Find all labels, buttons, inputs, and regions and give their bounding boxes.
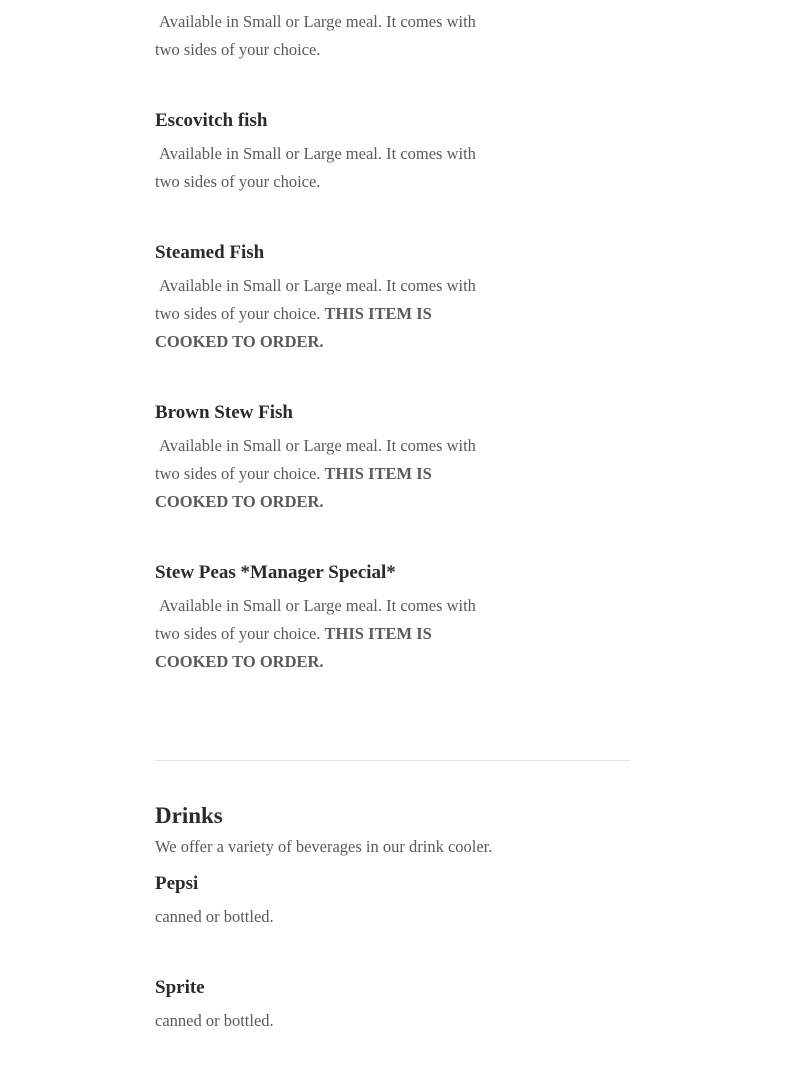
menu-item-description xyxy=(155,8,495,64)
menu-item xyxy=(155,108,630,196)
menu-item xyxy=(155,975,630,1035)
menu-item-description: canned or bottled. xyxy=(155,907,274,926)
menu-item-name: Pepsi xyxy=(155,873,199,894)
menu-item-description xyxy=(155,432,495,516)
menu-item-desc-text: Available in Small or Large meal. It comes with two sides of your choice. xyxy=(155,276,476,323)
menu-item-name xyxy=(155,0,630,2)
cooked-to-order-note: THIS ITEM IS COOKED TO ORDER. xyxy=(155,624,432,671)
menu-item-name: Escovitch fish xyxy=(155,110,268,131)
menu-item xyxy=(155,0,630,64)
drinks-section xyxy=(155,801,630,1035)
menu-item-description xyxy=(155,272,495,356)
menu-item-description xyxy=(155,140,495,196)
menu-item-desc-text: Available in Small or Large meal. It comes with two sides of your choice. xyxy=(155,144,476,191)
cooked-to-order-note: THIS ITEM IS COOKED TO ORDER. xyxy=(155,464,432,511)
menu-item-description xyxy=(155,592,495,676)
menu-item-name: Stew Peas *Manager Special* xyxy=(155,562,396,583)
menu-item-name: Sprite xyxy=(155,977,205,998)
menu-item-description: canned or bottled. xyxy=(155,1011,274,1030)
menu-item xyxy=(155,871,630,931)
cooked-to-order-note: THIS ITEM IS COOKED TO ORDER. xyxy=(155,304,432,351)
section-description: We offer a variety of beverages in our drink cooler. xyxy=(155,837,493,856)
menu-item-name: Brown Stew Fish xyxy=(155,402,293,423)
menu-item-desc-text: Available in Small or Large meal. It comes with two sides of your choice. xyxy=(155,12,476,59)
menu-content xyxy=(155,0,630,1035)
menu-item-name: Steamed Fish xyxy=(155,242,265,263)
section-title: Drinks xyxy=(155,803,223,828)
menu-item xyxy=(155,240,630,356)
menu-item-desc-text: Available in Small or Large meal. It comes with two sides of your choice. xyxy=(155,596,476,643)
menu-item xyxy=(155,400,630,516)
menu-item xyxy=(155,560,630,676)
menu-item-desc-text: Available in Small or Large meal. It comes with two sides of your choice. xyxy=(155,436,476,483)
